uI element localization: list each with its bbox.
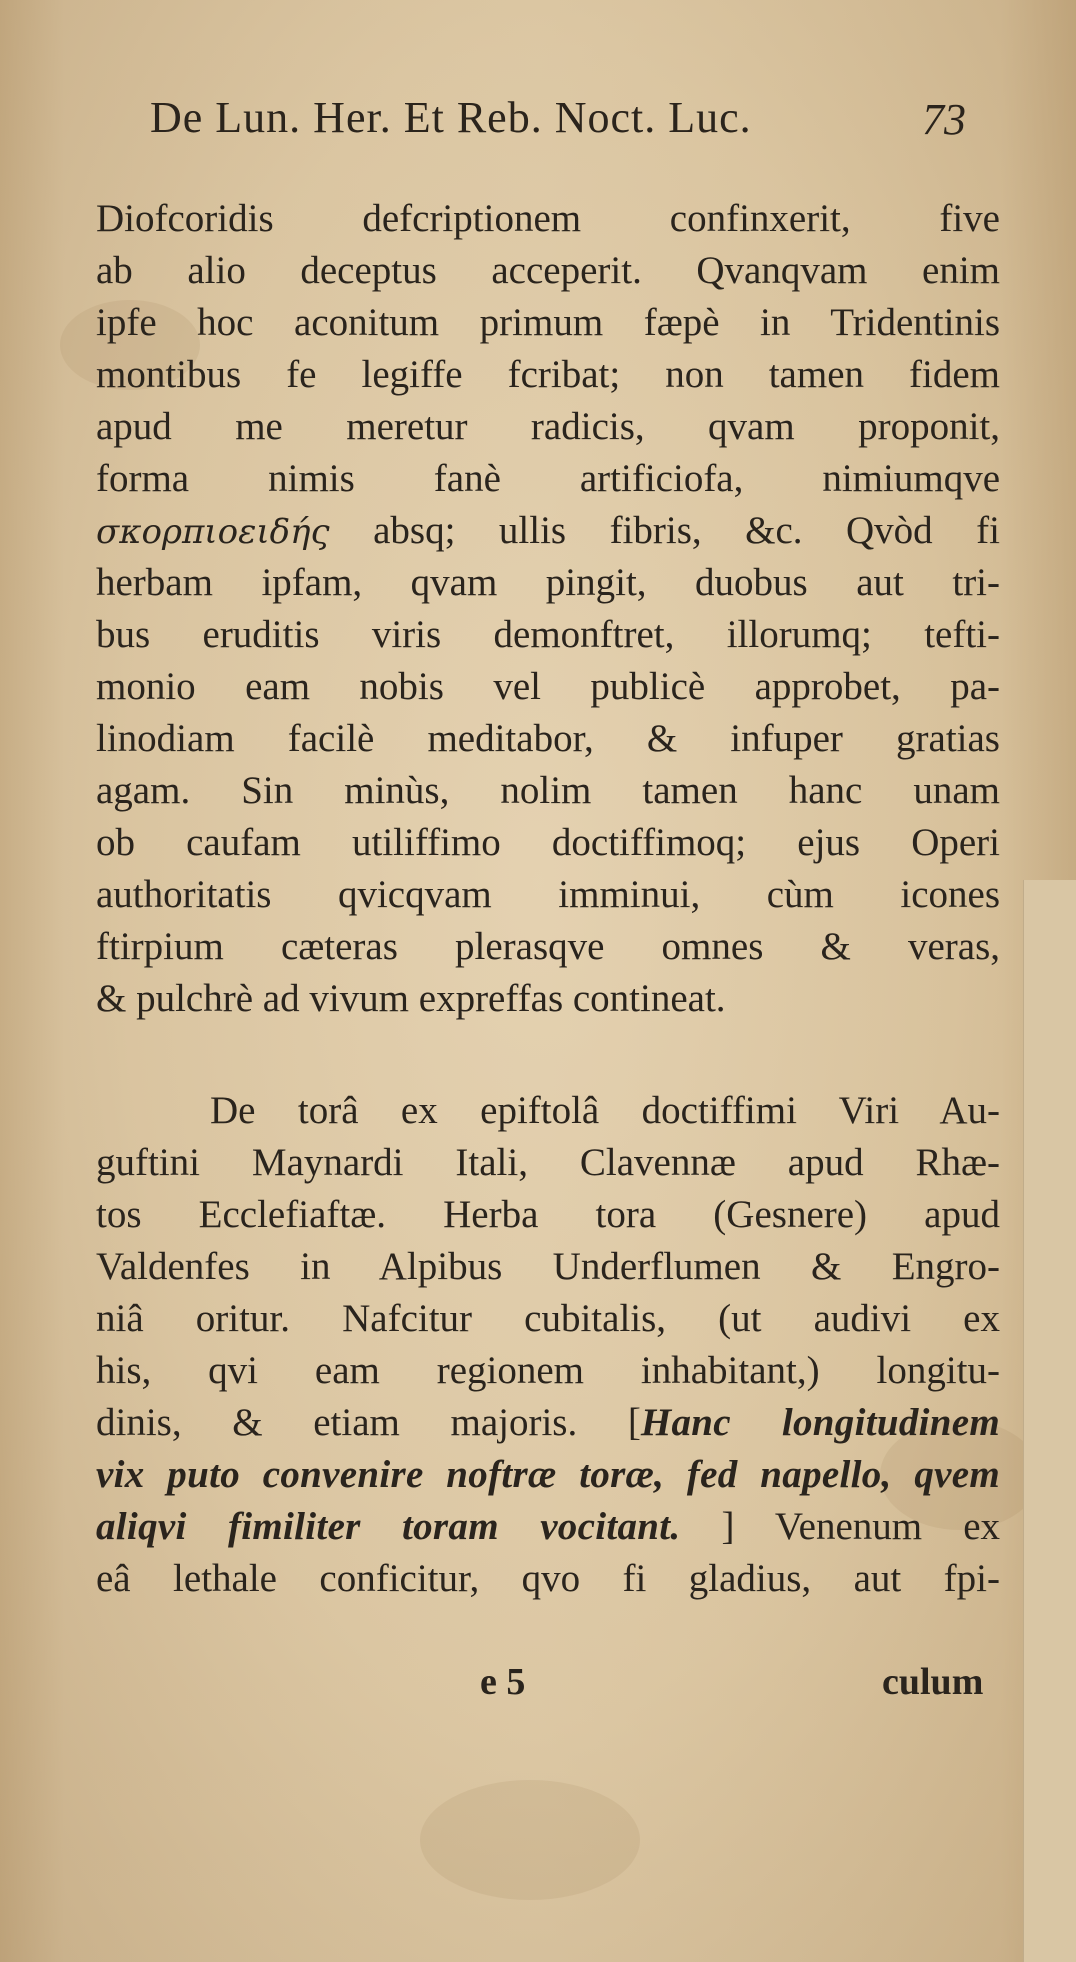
text-line-mixed bbox=[96, 1502, 1000, 1552]
running-head: De Lun. Her. Et Reb. Noct. Luc. bbox=[150, 93, 752, 142]
text-line: Diofcoridis defcriptionem confinxerit, five bbox=[96, 197, 1000, 240]
text-line: montibus fe legiffe fcribat; non tamen fidem bbox=[96, 353, 1000, 396]
text-line-with-italic bbox=[96, 1398, 1000, 1448]
text-line: ab alio deceptus acceperit. Qvanqvam enim bbox=[96, 249, 1000, 292]
text-line: & pulchrè ad vivum expreffas contineat. bbox=[96, 977, 726, 1020]
text-fragment: dinis, & etiam majoris. [ bbox=[96, 1401, 641, 1444]
paragraph-start: De torâ ex epiftolâ doctiffimi Viri Au- bbox=[210, 1089, 1000, 1132]
text-line: eâ lethale conficitur, qvo fi gladius, aut fpi- bbox=[96, 1557, 1000, 1600]
catchword: culum bbox=[882, 1661, 984, 1703]
text-line: tos Ecclefiaftæ. Herba tora (Gesnere) apud bbox=[96, 1193, 1000, 1236]
text-line: linodiam facilè meditabor, & infuper gratias bbox=[96, 717, 1000, 760]
text-line: Valdenfes in Alpibus Underflumen & Engro- bbox=[96, 1245, 1000, 1288]
text-fragment: absq; ullis fibris, &c. Qvòd fi bbox=[373, 509, 1001, 552]
page-number: 73 bbox=[922, 95, 966, 144]
text-line: agam. Sin minùs, nolim tamen hanc unam bbox=[96, 769, 1000, 812]
text-line: bus eruditis viris demonftret, illorumq; tefti- bbox=[96, 613, 1000, 656]
text-line: forma nimis fanè artificiofa, nimiumqve bbox=[96, 457, 1000, 500]
text-line: apud me meretur radicis, qvam proponit, bbox=[96, 405, 1000, 448]
italic-fragment: Hanc longitudinem bbox=[640, 1401, 1000, 1444]
text-line-greek bbox=[96, 506, 1000, 556]
greek-word: σκορπιοειδής bbox=[96, 512, 330, 552]
text-line: guftini Maynardi Itali, Clavennæ apud Rhæ- bbox=[96, 1141, 1000, 1184]
text-fragment: ] Venenum ex bbox=[721, 1505, 1000, 1548]
italic-line: vix puto convenire noftræ toræ, fed napello, qvem bbox=[96, 1453, 1000, 1496]
text-line: monio eam nobis vel publicè approbet, pa- bbox=[96, 665, 1000, 708]
signature-mark: e 5 bbox=[480, 1661, 526, 1703]
text-line: ftirpium cæteras plerasqve omnes & veras, bbox=[96, 925, 1000, 968]
text-line: ipfe hoc aconitum primum fæpè in Tridentinis bbox=[96, 301, 1000, 344]
text-line: authoritatis qvicqvam imminui, cùm icones bbox=[96, 873, 1000, 916]
text-line: niâ oritur. Nafcitur cubitalis, (ut audivi ex bbox=[96, 1297, 1000, 1340]
text-line: herbam ipfam, qvam pingit, duobus aut tri- bbox=[96, 561, 1000, 604]
text-line: ob caufam utiliffimo doctiffimoq; ejus Operi bbox=[96, 821, 1000, 864]
text-line: his, qvi eam regionem inhabitant,) longitu- bbox=[96, 1349, 1000, 1392]
italic-fragment: aliqvi fimiliter toram vocitant. bbox=[96, 1505, 681, 1548]
